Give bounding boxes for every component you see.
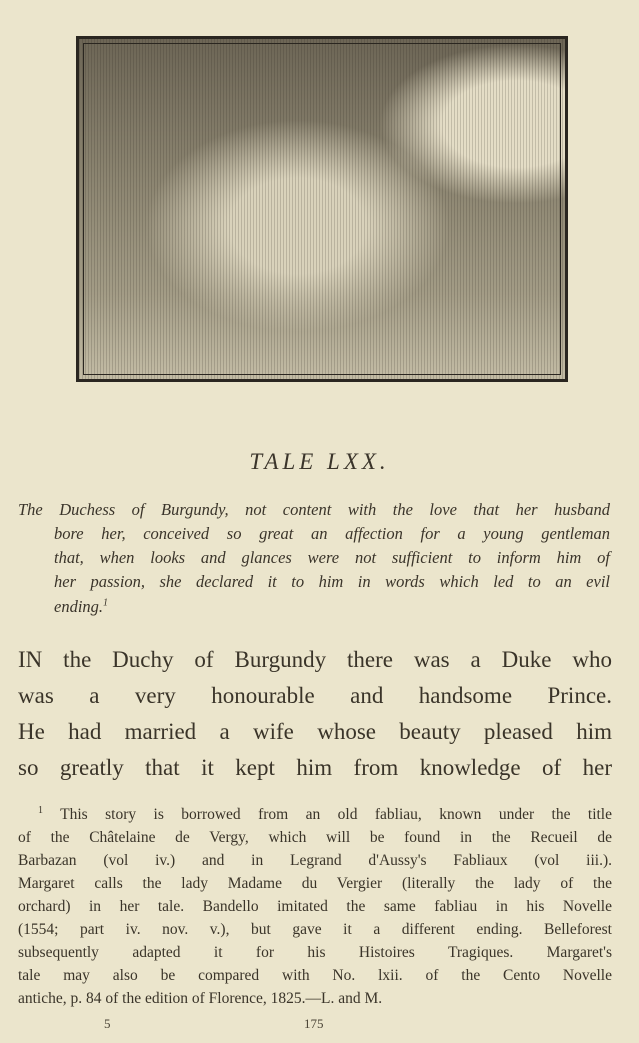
summary-line: The Duchess of Burgundy, not content with the love that her husband (18, 500, 610, 519)
footnote: $^1$ This story is borrowed from an old fabliau, known under the title of the Châtelaine de Vergy, which will be found in the Recueil de Barbazan (vol iv.) and in Legrand d'Aussy's Fabliaux (vol iii.). Margaret calls the lady Madame du Vergier (literally the lady of the orchard) in her tale. Bandello imitated the same fabliau in his Novelle (1554; part iv. nov. v.), but gave it a different ending. Belleforest subsequently adapted it for his Histoires Tragiques. Margaret's tale may also be compared with No. lxii. of the Cento Novelle antiche, p. 84 of the edition of Florence, 1825.—L. and M. (18, 804, 612, 1007)
signature-mark: 5 (104, 1016, 111, 1031)
summary-line: her passion, she declared it to him in words which led to an evil (54, 572, 610, 591)
summary-line: bore her, conceived so great an affection for a young gentleman (54, 524, 610, 543)
footnote-ref[interactable]: 1 (103, 597, 109, 609)
summary-line: that, when looks and glances were not sufficient to inform him of (54, 548, 610, 567)
tale-title: TALE LXX. (249, 449, 390, 474)
engraving-illustration (76, 36, 568, 382)
body-text: IN the Duchy of Burgundy there was a Duke who was a very honourable and handsome Prince. He had married a wife whose beauty pleased him so greatly that it kept him from knowledge of her (18, 647, 612, 780)
page-number: 175 (304, 1016, 324, 1031)
summary-line: ending.$^1$ (54, 597, 109, 616)
